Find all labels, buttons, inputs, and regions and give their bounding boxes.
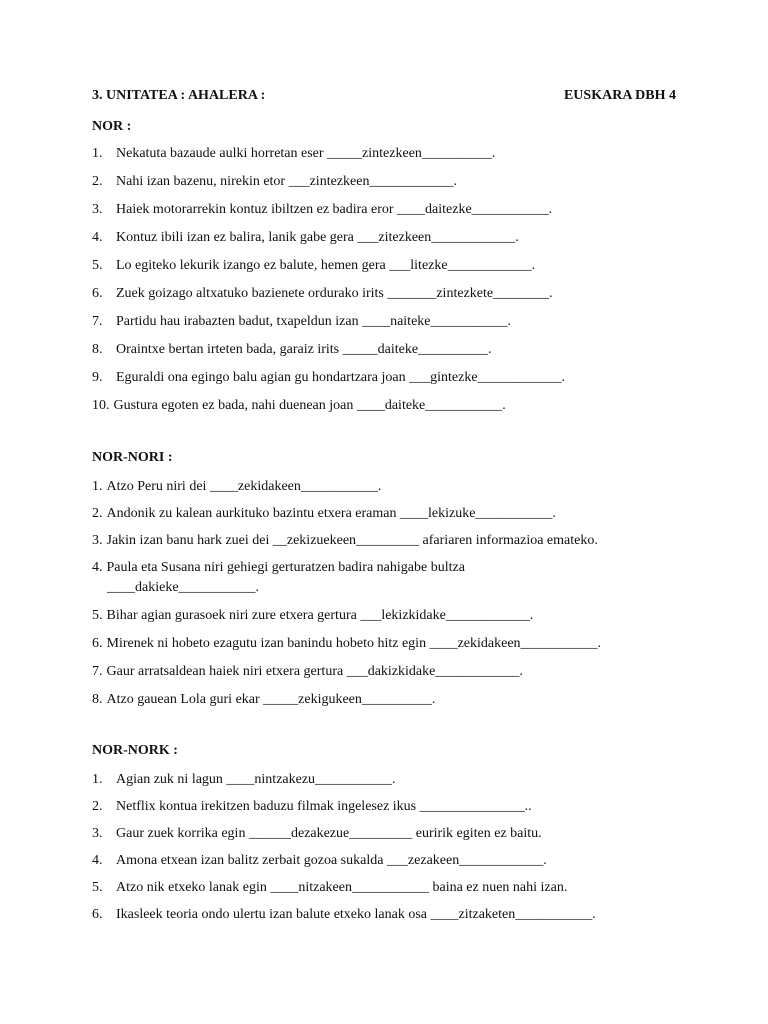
exercise-item (92, 905, 692, 925)
item-number: 5. (92, 258, 103, 273)
exercise-item (92, 690, 692, 710)
exercise-item (92, 340, 692, 360)
item-text: Kontuz ibili izan ez balira, lanik gabe gera ___zitezkeen____________. (116, 230, 519, 245)
exercise-item (92, 797, 692, 817)
item-text: Atzo Peru niri dei ____zekidakeen___________. (106, 479, 382, 494)
item-number: 9. (92, 370, 103, 385)
item-number: 4. (92, 853, 103, 868)
item-continuation: ____dakieke___________. (107, 580, 260, 595)
item-text: Paula eta Susana niri gehiegi gerturatzen badira nahigabe bultza (106, 560, 465, 575)
exercise-item (92, 531, 692, 551)
item-number: 10. (92, 398, 110, 413)
exercise-item (92, 851, 692, 871)
item-number: 1. (92, 772, 103, 787)
exercise-item (92, 558, 692, 598)
item-number: 4. (92, 560, 103, 575)
exercise-item (92, 256, 692, 276)
item-text: Jakin izan banu hark zuei dei __zekizuekeen_________ afariaren informazioa emateko. (106, 533, 598, 548)
item-text: Gaur zuek korrika egin ______dezakezue_________ euririk egiten ez baitu. (116, 826, 542, 841)
section-title: NOR-NORI : (92, 450, 173, 465)
exercise-item (92, 770, 692, 790)
item-number: 2. (92, 799, 103, 814)
unit-title: 3. UNITATEA : AHALERA : (92, 88, 266, 103)
item-text: Atzo nik etxeko lanak egin ____nitzakeen___________ baina ez nuen nahi izan. (116, 880, 568, 895)
item-text: Bihar agian gurasoek niri zure etxera gertura ___lekizkidake____________. (106, 608, 534, 623)
item-number: 3. (92, 533, 103, 548)
item-number: 7. (92, 314, 103, 329)
item-text: Agian zuk ni lagun ____nintzakezu___________. (116, 772, 396, 787)
exercise-item (92, 878, 692, 898)
exercise-item (92, 634, 692, 654)
item-number: 5. (92, 608, 103, 623)
item-number: 2. (92, 506, 103, 521)
item-number: 6. (92, 907, 103, 922)
document-header (92, 88, 676, 104)
exercise-item (92, 228, 692, 248)
item-number: 5. (92, 880, 103, 895)
exercise-item (92, 396, 692, 416)
course-label: EUSKARA DBH 4 (563, 88, 676, 103)
item-text: Lo egiteko lekurik izango ez balute, hemen gera ___litezke____________. (116, 258, 536, 273)
section-nor (92, 117, 692, 416)
exercise-item (92, 504, 692, 524)
exercise-item (92, 312, 692, 332)
exercise-item (92, 172, 692, 192)
section-nor-nork (92, 741, 692, 925)
item-text: Zuek goizago altxatuko bazienete ordurako irits _______zintezkete________. (116, 286, 553, 301)
item-text: Atzo gauean Lola guri ekar _____zekigukeen__________. (106, 692, 436, 707)
item-text: Mirenek ni hobeto ezagutu izan banindu hobeto hitz egin ____zekidakeen___________. (106, 636, 602, 651)
item-number: 8. (92, 342, 103, 357)
item-text: Nekatuta bazaude aulki horretan eser _____zintezkeen__________. (116, 146, 496, 161)
section-title: NOR : (92, 119, 132, 134)
item-text: Haiek motorarrekin kontuz ibiltzen ez badira eror ____daitezke___________. (116, 202, 553, 217)
item-number: 3. (92, 202, 103, 217)
exercise-item (92, 477, 692, 497)
section-nor-nori (92, 448, 692, 710)
item-number: 1. (92, 479, 103, 494)
item-text: Gaur arratsaldean haiek niri etxera gertura ___dakizkidake____________. (106, 664, 523, 679)
item-text: Oraintxe bertan irteten bada, garaiz irits _____daiteke__________. (116, 342, 492, 357)
item-number: 6. (92, 286, 103, 301)
exercise-item (92, 824, 692, 844)
item-text: Ikasleek teoria ondo ulertu izan balute etxeko lanak osa ____zitzaketen___________. (116, 907, 596, 922)
item-number: 3. (92, 826, 103, 841)
item-text: Partidu hau irabazten badut, txapeldun izan ____naiteke___________. (116, 314, 512, 329)
exercise-item (92, 368, 692, 388)
item-text: Nahi izan bazenu, nirekin etor ___zintezkeen____________. (116, 174, 457, 189)
exercise-item (92, 662, 692, 682)
item-text: Amona etxean izan balitz zerbait gozoa sukalda ___zezakeen____________. (116, 853, 547, 868)
item-number: 4. (92, 230, 103, 245)
item-number: 6. (92, 636, 103, 651)
item-text: Andonik zu kalean aurkituko bazintu etxera eraman ____lekizuke___________. (106, 506, 556, 521)
item-text: Gustura egoten ez bada, nahi duenean joan ____daiteke___________. (113, 398, 506, 413)
exercise-item (92, 200, 692, 220)
item-text: Eguraldi ona egingo balu agian gu hondartzara joan ___gintezke____________. (116, 370, 566, 385)
item-number: 8. (92, 692, 103, 707)
section-title: NOR-NORK : (92, 743, 178, 758)
item-number: 1. (92, 146, 103, 161)
exercise-item (92, 606, 692, 626)
exercise-item (92, 144, 692, 164)
item-text: Netflix kontua irekitzen baduzu filmak ingelesez ikus _______________.. (116, 799, 532, 814)
item-number: 2. (92, 174, 103, 189)
item-number: 7. (92, 664, 103, 679)
exercise-item (92, 284, 692, 304)
